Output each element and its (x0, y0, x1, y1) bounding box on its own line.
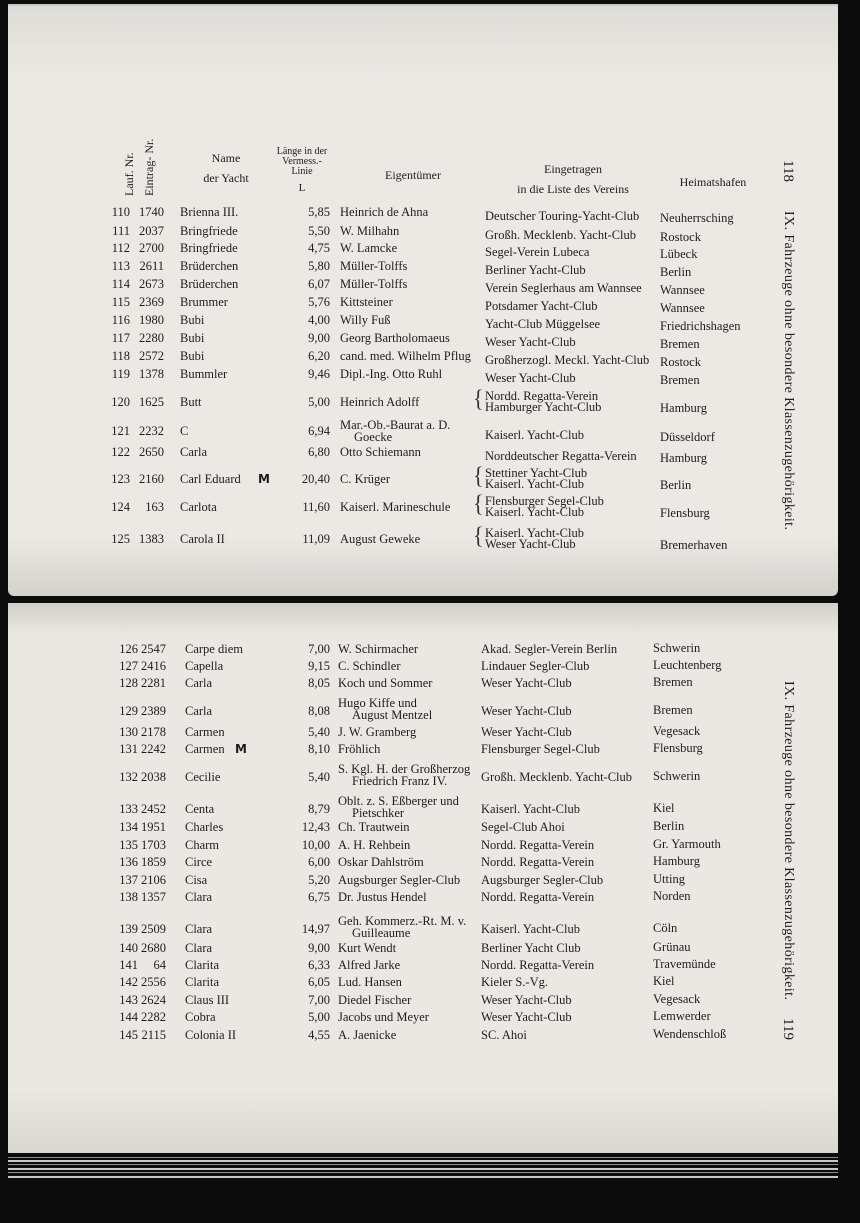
laenge: 6,20 (308, 349, 330, 363)
eintrag-nr: 1703 (141, 838, 166, 852)
eigentuemer: W. Schirmacher (338, 642, 419, 656)
brace-icon: { (473, 489, 484, 518)
verein: Flensburger Segel-Club (481, 742, 600, 756)
yacht-name: Brummer (180, 295, 228, 309)
eintrag-nr: 2242 (141, 742, 166, 756)
eintrag-nr: 2281 (141, 676, 166, 690)
lauf-nr: 119 (111, 367, 130, 381)
yacht-name: Clara (185, 890, 213, 904)
heimatshafen: Bremerhaven (660, 538, 728, 552)
yacht-name: Capella (185, 659, 224, 673)
verein: Nordd. Regatta-Verein (481, 958, 595, 972)
lauf-nr: 116 (111, 313, 130, 327)
lauf-nr: 142 (119, 975, 138, 989)
eintrag-nr: 1740 (139, 205, 164, 219)
eintrag-nr: 2624 (141, 993, 166, 1007)
verein: Weser Yacht-Club (481, 1010, 572, 1024)
eigentuemer: Kurt Wendt (338, 941, 397, 955)
yacht-name: Colonia II (185, 1028, 237, 1042)
heimatshafen: Friedrichshagen (660, 319, 741, 333)
verein: Deutscher Touring-Yacht-Club (485, 209, 640, 223)
lauf-nr: 141 (119, 958, 138, 972)
eigentuemer: Geh. Kommerz.-Rt. M. v. (338, 914, 467, 928)
yacht-name: Carla (185, 676, 213, 690)
heimatshafen: Schwerin (653, 641, 701, 655)
eigentuemer: Fröhlich (338, 742, 381, 756)
eigentuemer: A. H. Rehbein (338, 838, 411, 852)
eigentuemer: Lud. Hansen (338, 975, 402, 989)
heimatshafen: Travemünde (653, 957, 716, 971)
eigentuemer-line2: Guilleaume (352, 926, 411, 940)
yacht-name: Clara (185, 941, 213, 955)
yacht-name: Brüderchen (180, 259, 239, 273)
lauf-nr: 137 (119, 873, 138, 887)
yacht-name: Cobra (185, 1010, 216, 1024)
laenge: 5,85 (308, 205, 330, 219)
eigentuemer: Mar.-Ob.-Baurat a. D. (340, 418, 451, 432)
laenge: 5,00 (308, 1010, 330, 1024)
yacht-name: Brienna III. (180, 205, 239, 219)
verein: Flensburger Segel-Club (485, 494, 604, 508)
lauf-nr: 117 (111, 331, 130, 345)
verein: SC. Ahoi (481, 1028, 527, 1042)
verein: Kaiserl. Yacht-Club (485, 428, 584, 442)
lauf-nr: 136 (119, 855, 138, 869)
laenge: 5,40 (308, 725, 330, 739)
eintrag-nr: 2547 (141, 642, 166, 656)
lauf-nr: 122 (111, 445, 130, 459)
verein: Akad. Segler-Verein Berlin (481, 642, 618, 656)
lauf-nr: 133 (119, 802, 138, 816)
eigentuemer: S. Kgl. H. der Großherzog (338, 762, 471, 776)
eigentuemer-line2: Friedrich Franz IV. (352, 774, 448, 788)
laenge: 8,79 (308, 802, 330, 816)
header-eingetragen: Eingetragen in die Liste des Vereins (517, 162, 629, 196)
eigentuemer: Alfred Jarke (338, 958, 401, 972)
lauf-nr: 127 (119, 659, 138, 673)
verein: Potsdamer Yacht-Club (485, 299, 598, 313)
brace-icon: { (473, 384, 484, 413)
laenge: 6,00 (308, 855, 330, 869)
eigentuemer: Kittsteiner (340, 295, 393, 309)
lauf-nr: 128 (119, 676, 138, 690)
eintrag-nr: 2369 (139, 295, 164, 309)
lauf-nr: 124 (111, 500, 130, 514)
lauf-nr: 118 (111, 349, 130, 363)
heimatshafen: Bremen (660, 337, 700, 351)
yacht-name: Clara (185, 922, 213, 936)
laenge: 20,40 (301, 472, 330, 486)
verein-line2: Hamburger Yacht-Club (485, 400, 602, 414)
eigentuemer-line2: Pietschker (352, 806, 405, 820)
eintrag-nr: 2037 (139, 224, 164, 238)
verein: Stettiner Yacht-Club (485, 466, 588, 480)
yacht-name: Cisa (185, 873, 208, 887)
lauf-nr: 145 (119, 1028, 138, 1042)
motor-mark: M (258, 472, 270, 486)
heimatshafen: Flensburg (653, 741, 703, 755)
heimatshafen: Hamburg (660, 401, 707, 415)
verein: Kieler S.-Vg. (481, 975, 548, 989)
eintrag-nr: 1951 (141, 820, 166, 834)
eigentuemer: Heinrich de Ahna (340, 205, 429, 219)
eintrag-nr: 1383 (139, 532, 164, 546)
yacht-name: Charm (185, 838, 220, 852)
laenge: 8,08 (308, 704, 330, 718)
eigentuemer-line2: Goecke (354, 430, 393, 444)
heimatshafen: Berlin (660, 265, 692, 279)
yacht-name: Circe (185, 855, 213, 869)
eigentuemer: C. Schindler (338, 659, 401, 673)
heimatshafen: Cöln (653, 921, 678, 935)
verein: Kaiserl. Yacht-Club (481, 802, 580, 816)
eigentuemer: Willy Fuß (340, 313, 391, 327)
header-eigentuemer: Eigentümer (385, 168, 441, 182)
eintrag-nr: 2509 (141, 922, 166, 936)
header-laenge: Länge in der Vermess.- Linie L (276, 146, 328, 194)
yacht-name: Clarita (185, 958, 220, 972)
side-title: IX. Fahrzeuge ohne besondere Klassenzugehörigkeit. (781, 211, 796, 531)
verein: Großh. Mecklenb. Yacht-Club (481, 770, 633, 784)
yacht-name: Cecilie (185, 770, 221, 784)
lauf-nr: 143 (119, 993, 138, 1007)
eintrag-nr: 2700 (139, 241, 164, 255)
side-title: IX. Fahrzeuge ohne besondere Klassenzugehörigkeit. (781, 681, 796, 1001)
yacht-name: Carl Eduard (180, 472, 241, 486)
laenge: 4,00 (308, 313, 330, 327)
eintrag-nr: 2673 (139, 277, 164, 291)
eintrag-nr: 2452 (141, 802, 166, 816)
eintrag-nr: 2416 (141, 659, 166, 673)
heimatshafen: Lemwerder (653, 1009, 711, 1023)
verein: Yacht-Club Müggelsee (485, 317, 601, 331)
header-lauf-nr: Lauf. Nr. (122, 152, 136, 196)
yacht-name: Bubi (180, 349, 205, 363)
verein-line2: Kaiserl. Yacht-Club (485, 477, 584, 491)
heimatshafen: Gr. Yarmouth (653, 837, 721, 851)
eigentuemer: Kaiserl. Marineschule (340, 500, 451, 514)
eigentuemer: Augsburger Segler-Club (338, 873, 461, 887)
heimatshafen: Bremen (653, 703, 693, 717)
eigentuemer: cand. med. Wilhelm Pflug (340, 349, 471, 363)
verein: Großherzogl. Meckl. Yacht-Club (485, 353, 650, 367)
lauf-nr: 126 (119, 642, 138, 656)
laenge: 4,55 (308, 1028, 330, 1042)
brace-icon: { (473, 521, 484, 550)
yacht-name: Carmen (185, 742, 225, 756)
eigentuemer: Diedel Fischer (338, 993, 412, 1007)
eintrag-nr: 2650 (139, 445, 164, 459)
lauf-nr: 140 (119, 941, 138, 955)
eintrag-nr: 2178 (141, 725, 166, 739)
eigentuemer: A. Jaenicke (338, 1028, 397, 1042)
laenge: 5,40 (308, 770, 330, 784)
laenge: 8,10 (308, 742, 330, 756)
eintrag-nr: 1378 (139, 367, 164, 381)
laenge: 6,94 (308, 424, 330, 438)
laenge: 5,50 (308, 224, 330, 238)
heimatshafen: Rostock (660, 230, 701, 244)
heimatshafen: Hamburg (653, 854, 700, 868)
eigentuemer: Koch und Sommer (338, 676, 433, 690)
verein: Augsburger Segler-Club (481, 873, 604, 887)
verein: Weser Yacht-Club (481, 676, 572, 690)
laenge: 10,00 (301, 838, 330, 852)
lauf-nr: 135 (119, 838, 138, 852)
heimatshafen: Lübeck (660, 247, 698, 261)
laenge: 6,05 (308, 975, 330, 989)
eigentuemer: Otto Schiemann (340, 445, 421, 459)
laenge: 9,00 (308, 331, 330, 345)
lauf-nr: 139 (119, 922, 138, 936)
verein: Nordd. Regatta-Verein (481, 855, 595, 869)
eintrag-nr: 64 (153, 958, 166, 972)
header-heimatshafen: Heimatshafen (679, 175, 747, 189)
verein: Berliner Yacht Club (481, 941, 581, 955)
heimatshafen: Wannsee (660, 283, 705, 297)
lauf-nr: 132 (119, 770, 138, 784)
lauf-nr: 120 (111, 395, 130, 409)
heimatshafen: Berlin (660, 478, 692, 492)
laenge: 7,00 (308, 993, 330, 1007)
eigentuemer: Dipl.-Ing. Otto Ruhl (340, 367, 443, 381)
page-119 (8, 603, 838, 1153)
yacht-name: Charles (185, 820, 224, 834)
yacht-name: Claus III (185, 993, 230, 1007)
lauf-nr: 134 (119, 820, 138, 834)
heimatshafen: Vegesack (653, 992, 701, 1006)
eintrag-nr: 2680 (141, 941, 166, 955)
header-eintrag-nr: Eintrag- Nr. (142, 138, 156, 196)
page-number: 118 (780, 160, 796, 182)
yacht-name: Carola II (180, 532, 225, 546)
eintrag-nr: 2556 (141, 975, 166, 989)
eintrag-nr: 2232 (139, 424, 164, 438)
verein: Berliner Yacht-Club (485, 263, 586, 277)
heimatshafen: Norden (653, 889, 691, 903)
eintrag-nr: 1859 (141, 855, 166, 869)
eigentuemer: C. Krüger (340, 472, 390, 486)
heimatshafen: Schwerin (653, 769, 701, 783)
lauf-nr: 115 (111, 295, 130, 309)
verein-line2: Weser Yacht-Club (485, 537, 576, 551)
verein: Nordd. Regatta-Verein (481, 838, 595, 852)
laenge: 5,76 (308, 295, 330, 309)
verein: Kaiserl. Yacht-Club (485, 526, 584, 540)
eintrag-nr: 2282 (141, 1010, 166, 1024)
verein: Lindauer Segler-Club (481, 659, 590, 673)
verein: Segel-Verein Lubeca (485, 245, 590, 259)
yacht-name: Carla (185, 704, 213, 718)
verein: Weser Yacht-Club (481, 704, 572, 718)
heimatshafen: Düsseldorf (660, 430, 715, 444)
eigentuemer: Jacobs und Meyer (338, 1010, 429, 1024)
heimatshafen: Kiel (653, 974, 675, 988)
brace-icon: { (473, 461, 484, 490)
laenge: 7,00 (308, 642, 330, 656)
eigentuemer: Heinrich Adolff (340, 395, 420, 409)
verein: Segel-Club Ahoi (481, 820, 565, 834)
laenge: 5,00 (308, 395, 330, 409)
laenge: 12,43 (301, 820, 330, 834)
eintrag-nr: 2280 (139, 331, 164, 345)
yacht-name: Carla (180, 445, 208, 459)
eintrag-nr: 2115 (141, 1028, 166, 1042)
laenge: 8,05 (308, 676, 330, 690)
yacht-name: Carmen (185, 725, 225, 739)
eintrag-nr: 2106 (141, 873, 166, 887)
laenge: 5,20 (308, 873, 330, 887)
lauf-nr: 129 (119, 704, 138, 718)
lauf-nr: 138 (119, 890, 138, 904)
yacht-name: Centa (185, 802, 215, 816)
heimatshafen: Grünau (653, 940, 691, 954)
laenge: 11,60 (302, 500, 330, 514)
verein: Weser Yacht-Club (481, 725, 572, 739)
eintrag-nr: 2038 (141, 770, 166, 784)
yacht-name: Bringfriede (180, 241, 238, 255)
laenge: 5,80 (308, 259, 330, 273)
lauf-nr: 121 (111, 424, 130, 438)
lauf-nr: 130 (119, 725, 138, 739)
eintrag-nr: 1357 (141, 890, 166, 904)
heimatshafen: Vegesack (653, 724, 701, 738)
heimatshafen: Flensburg (660, 506, 710, 520)
laenge: 6,80 (308, 445, 330, 459)
laenge: 6,07 (308, 277, 330, 291)
eigentuemer: Georg Bartholomaeus (340, 331, 450, 345)
eintrag-nr: 2389 (141, 704, 166, 718)
laenge: 6,33 (308, 958, 330, 972)
verein: Kaiserl. Yacht-Club (481, 922, 580, 936)
laenge: 14,97 (301, 922, 330, 936)
eigentuemer: W. Milhahn (340, 224, 400, 238)
verein: Weser Yacht-Club (481, 993, 572, 1007)
eigentuemer: Hugo Kiffe und (338, 696, 417, 710)
laenge: 4,75 (308, 241, 330, 255)
laenge: 9,15 (308, 659, 330, 673)
yacht-name: Carpe diem (185, 642, 243, 656)
yacht-name: C (180, 424, 189, 438)
verein: Weser Yacht-Club (485, 335, 576, 349)
yacht-name: Clarita (185, 975, 220, 989)
heimatshafen: Kiel (653, 801, 675, 815)
motor-mark: M (235, 742, 247, 756)
verein: Großh. Mecklenb. Yacht-Club (485, 228, 637, 242)
verein: Nordd. Regatta-Verein (485, 389, 599, 403)
heimatshafen: Wannsee (660, 301, 705, 315)
eigentuemer: Müller-Tolffs (340, 259, 408, 273)
laenge: 11,09 (302, 532, 330, 546)
eigentuemer: W. Lamcke (340, 241, 398, 255)
eintrag-nr: 1980 (139, 313, 164, 327)
eintrag-nr: 2160 (139, 472, 164, 486)
laenge: 6,75 (308, 890, 330, 904)
lauf-nr: 125 (111, 532, 130, 546)
heimatshafen: Leuchtenberg (653, 658, 722, 672)
yacht-name: Bubi (180, 313, 205, 327)
heimatshafen: Bremen (653, 675, 693, 689)
heimatshafen: Wendenschloß (653, 1027, 727, 1041)
heimatshafen: Hamburg (660, 451, 707, 465)
eintrag-nr: 1625 (139, 395, 164, 409)
verein: Nordd. Regatta-Verein (481, 890, 595, 904)
lauf-nr: 111 (112, 224, 130, 238)
heimatshafen: Utting (653, 872, 685, 886)
yacht-name: Brüderchen (180, 277, 239, 291)
page-number: 119 (780, 1018, 796, 1040)
lauf-nr: 131 (119, 742, 138, 756)
eigentuemer: Oblt. z. S. Eßberger und (338, 794, 459, 808)
yacht-name: Butt (180, 395, 202, 409)
eigentuemer: Dr. Justus Hendel (338, 890, 427, 904)
eintrag-nr: 163 (145, 500, 164, 514)
heimatshafen: Neuherrsching (660, 211, 734, 225)
eigentuemer: August Geweke (340, 532, 421, 546)
lauf-nr: 112 (111, 241, 130, 255)
laenge: 9,00 (308, 941, 330, 955)
eigentuemer: Ch. Trautwein (338, 820, 410, 834)
yacht-name: Bubi (180, 331, 205, 345)
lauf-nr: 110 (111, 205, 130, 219)
lauf-nr: 114 (111, 277, 130, 291)
lauf-nr: 113 (111, 259, 130, 273)
eigentuemer-line2: August Mentzel (352, 708, 433, 722)
lauf-nr: 144 (119, 1010, 138, 1024)
verein: Verein Seglerhaus am Wannsee (485, 281, 642, 295)
eigentuemer: J. W. Gramberg (338, 725, 417, 739)
heimatshafen: Rostock (660, 355, 701, 369)
eigentuemer: Oskar Dahlström (338, 855, 424, 869)
heimatshafen: Bremen (660, 373, 700, 387)
yacht-name: Carlota (180, 500, 217, 514)
eintrag-nr: 2572 (139, 349, 164, 363)
yacht-name: Bummler (180, 367, 228, 381)
verein: Norddeutscher Regatta-Verein (485, 449, 637, 463)
heimatshafen: Berlin (653, 819, 685, 833)
page-118 (8, 6, 838, 596)
eintrag-nr: 2611 (139, 259, 164, 273)
verein: Weser Yacht-Club (485, 371, 576, 385)
laenge: 9,46 (308, 367, 330, 381)
lauf-nr: 123 (111, 472, 130, 486)
verein-line2: Kaiserl. Yacht-Club (485, 505, 584, 519)
eigentuemer: Müller-Tolffs (340, 277, 408, 291)
header-name: Name der Yacht (203, 151, 249, 185)
yacht-name: Bringfriede (180, 224, 238, 238)
